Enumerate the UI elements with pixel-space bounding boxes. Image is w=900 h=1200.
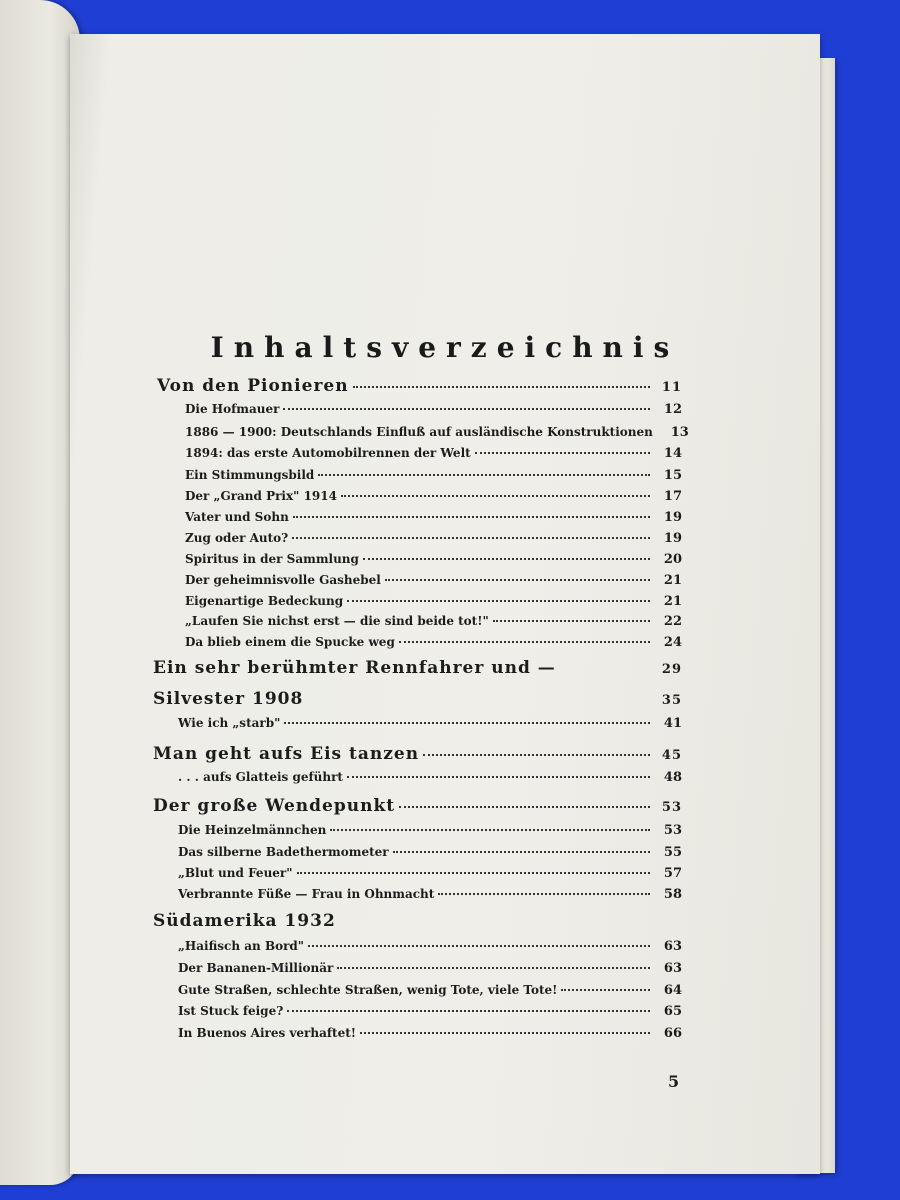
dot-leader [293,515,650,518]
toc-entry-title: Die Hofmauer [185,402,280,416]
toc-entry-title: Der geheimnisvolle Gashebel [185,573,381,587]
toc-section [178,845,682,860]
dot-leader [438,892,650,895]
toc-page-number: 24 [663,635,682,650]
toc-section [185,402,682,417]
toc-page-number: 19 [663,510,682,525]
toc-page-number: 53 [663,823,682,838]
dot-leader [385,578,650,581]
toc-entry-title: Gute Straßen, schlechte Straßen, wenig Tote, viele Tote! [178,983,558,997]
dot-leader [393,850,650,853]
toc-entry-title: In Buenos Aires verhaftet! [178,1026,357,1040]
toc-page-number: 66 [663,1026,682,1041]
dot-leader [360,1031,650,1034]
dot-leader [560,669,650,670]
toc-section [178,939,682,954]
toc-entry-title: Von den Pionieren [157,376,349,396]
toc-chapter [153,658,682,678]
toc-page-number: 35 [661,693,682,708]
toc-section [178,1026,682,1041]
toc-entry-title: Silvester 1908 [153,689,304,709]
dot-leader [307,700,650,701]
toc-entry-title: Da blieb einem die Spucke weg [185,635,395,649]
toc-page-number: 45 [661,748,682,763]
toc-section [178,866,682,881]
dot-leader [353,385,650,388]
toc-page-number: 41 [663,716,682,731]
toc-section [185,614,682,629]
toc-section [178,887,682,902]
toc-entry-title: Der „Grand Prix" 1914 [185,489,337,503]
toc-page-number: 53 [661,800,682,815]
toc-page-number: 17 [663,489,682,504]
dot-leader [330,828,650,831]
dot-leader [399,805,650,808]
toc-page-number: 19 [663,531,682,546]
toc-page-number: 57 [663,866,682,881]
toc-page-number: 14 [663,446,682,461]
dot-leader [292,536,650,539]
toc-page-number: 11 [661,380,682,395]
toc-page-number: 64 [663,983,682,998]
toc-page-number: 21 [663,573,682,588]
dot-leader [363,557,650,560]
dot-leader [341,494,650,497]
toc-page-number: 20 [663,552,682,567]
toc-page-number: 22 [663,614,682,629]
dot-leader [475,451,650,454]
dot-leader [340,922,650,923]
toc-page-number: 58 [663,887,682,902]
toc-section [185,552,682,567]
toc-entry-title: Der Bananen-Millionär [178,961,334,975]
toc-page-number: 12 [663,402,682,417]
toc-section [178,770,682,785]
toc-section [185,468,682,483]
toc-page-number: 48 [663,770,682,785]
dot-leader [347,775,650,778]
toc-entry-title: Der große Wendepunkt [153,796,396,816]
toc-chapter [157,376,682,396]
toc-section [185,446,682,461]
dot-leader [337,966,650,969]
toc-entry-title: Ein sehr berühmter Rennfahrer und — [153,658,556,678]
toc-section [178,823,682,838]
toc-entry-title: Südamerika 1932 [153,911,336,931]
dot-leader [318,473,650,476]
toc-entry-title: Eigenartige Bedeckung [185,594,344,608]
toc-page-number: 63 [663,939,682,954]
dot-leader [297,871,651,874]
toc-chapter [153,911,682,931]
page-number: 5 [668,1072,680,1091]
toc-entry-title: „Haifisch an Bord" [178,939,305,953]
toc-entry-title: 1894: das erste Automobilrennen der Welt [185,446,471,460]
book-page [70,34,820,1174]
toc-entry-title: „Laufen Sie nichst erst — die sind beide tot!" [185,614,489,628]
toc-section [178,983,682,998]
toc-entry-title: Man geht aufs Eis tanzen [153,744,420,764]
toc-section [185,425,689,440]
toc-entry-title: Vater und Sohn [185,510,289,524]
toc-entry-title: Zug oder Auto? [185,531,289,545]
toc-entry-title: „Blut und Feuer" [178,866,293,880]
toc-section [178,961,682,976]
toc-chapter [153,689,682,709]
toc-entry-title: Wie ich „starb" [178,716,281,730]
toc-chapter [153,744,682,764]
toc-entry-title: Ist Stuck feige? [178,1004,284,1018]
facing-page-edge [0,0,80,1185]
table-of-contents [70,34,820,1174]
dot-leader [283,407,650,410]
dot-leader [561,988,650,991]
toc-entry-title: 1886 — 1900: Deutschlands Einfluß auf ausländische Konstruktionen [185,425,653,439]
dot-leader [308,944,650,947]
dot-leader [493,619,650,622]
toc-section [185,594,682,609]
toc-entry-title: Die Heinzelmännchen [178,823,327,837]
toc-page-number: 55 [663,845,682,860]
toc-section [185,635,682,650]
toc-page-number: 29 [661,662,682,677]
dot-leader [284,721,650,724]
dot-leader [287,1009,650,1012]
toc-section [178,1004,682,1019]
toc-entry-title: Verbrannte Füße — Frau in Ohnmacht [178,887,435,901]
toc-section [185,510,682,525]
page-title: Inhaltsverzeichnis [210,331,680,364]
toc-entry-title: Ein Stimmungsbild [185,468,315,482]
toc-page-number: 65 [663,1004,682,1019]
toc-page-number: 63 [663,961,682,976]
toc-section [185,573,682,588]
toc-chapter [153,796,682,816]
toc-page-number: 21 [663,594,682,609]
dot-leader [423,753,650,756]
toc-section [178,716,682,731]
toc-page-number: 13 [670,425,689,440]
toc-entry-title: Das silberne Badethermometer [178,845,389,859]
dot-leader [399,640,650,643]
toc-entry-title: Spiritus in der Sammlung [185,552,359,566]
toc-section [185,531,682,546]
toc-page-number: 15 [663,468,682,483]
dot-leader [347,599,650,602]
toc-entry-title: . . . aufs Glatteis geführt [178,770,343,784]
toc-section [185,489,682,504]
